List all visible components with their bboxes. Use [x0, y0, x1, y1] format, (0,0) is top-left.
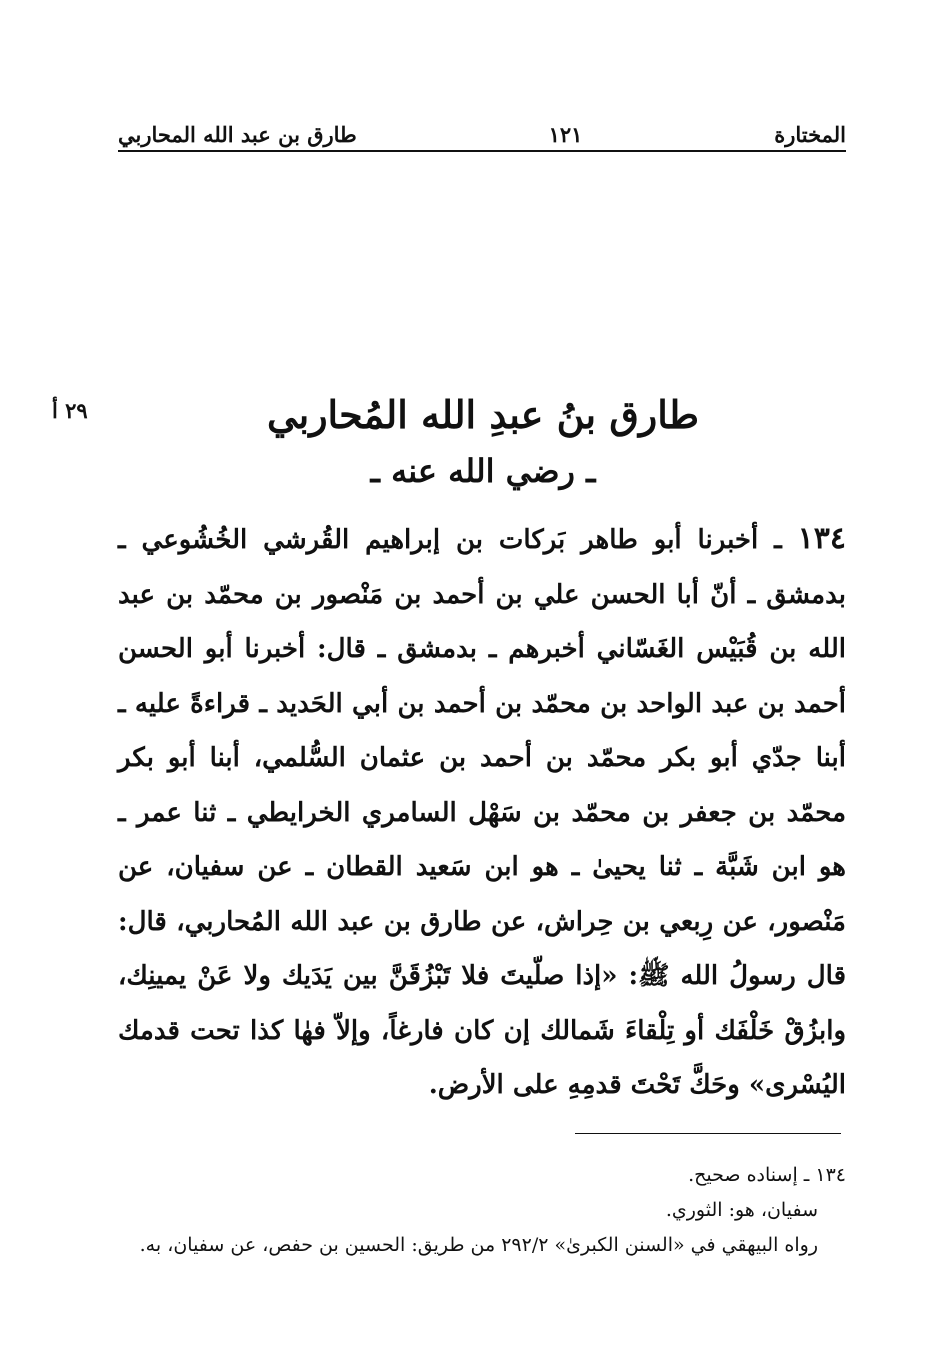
hadith-number: ١٣٤	[797, 521, 846, 556]
hadith-paragraph	[118, 512, 846, 1113]
section-heading	[120, 385, 846, 497]
header-chapter-title: طارق بن عبد الله المحاربي	[118, 121, 357, 147]
footnote-rule	[575, 1133, 841, 1134]
footnote-line: ١٣٤ ـ إسناده صحيح.	[688, 1164, 846, 1186]
header-page-number: ١٢١	[548, 121, 583, 147]
hadith-text: ـ أخبرنا أبو طاهر بَركات بن إبراهيم القُرشي الخُشُوعي ـ بدمشق ـ أنّ أبا الحسن علي بن أحمد بن مَنْصور بن محمّد بن عبد الله بن قُبَيْس الغَسّاني أخبرهم ـ بدمشق ـ قال: أخبرنا أبو الحسن أحمد بن عبد الواحد بن محمّد بن أحمد بن أبي الحَديد ـ قراءةً عليه ـ أبنا جدّي أبو بكر محمّد بن أحمد بن عثمان السُّلمي، أبنا أبو بكر محمّد بن جعفر بن محمّد بن سَهْل السامري الخرايطي ـ ثنا عمر ـ هو ابن شَبَّة ـ ثنا يحيىٰ ـ هو ابن سَعيد القطان ـ عن سفيان، عن مَنْصور، عن رِبعي بن حِراش، عن طارق بن عبد الله المُحاربي، قال: قال رسولُ الله ﷺ: «إذا صلّيتَ فلا تَبْزُقَنَّ بين يَدَيك ولا عَنْ يمينِك، وابزُقْ خَلْفَك أو تِلْقاءَ شَمالك إن كان فارغاً، وإلاّ فهٰا كذا تحت قدمك اليُسْرى» وحَكَّ تَحْتَ قدمِهِ على الأرض.	[118, 525, 846, 1100]
footnote-line: سفيان، هو: الثوري.	[665, 1199, 818, 1221]
section-title: طارق بنُ عبدِ الله المُحاربي	[266, 392, 700, 437]
running-header	[118, 118, 846, 150]
header-book-name: المختارة	[774, 121, 846, 147]
footnote-line: رواه البيهقي في «السنن الكبرىٰ» ٢٩٢/٢ من طريق: الحسين بن حفص، عن سفيان، به.	[139, 1234, 818, 1256]
header-rule	[118, 150, 846, 152]
footnotes	[118, 1158, 846, 1263]
folio-reference: ٢٩ أ	[52, 398, 88, 423]
section-subtitle: ـ رضي الله عنه ـ	[370, 452, 596, 490]
